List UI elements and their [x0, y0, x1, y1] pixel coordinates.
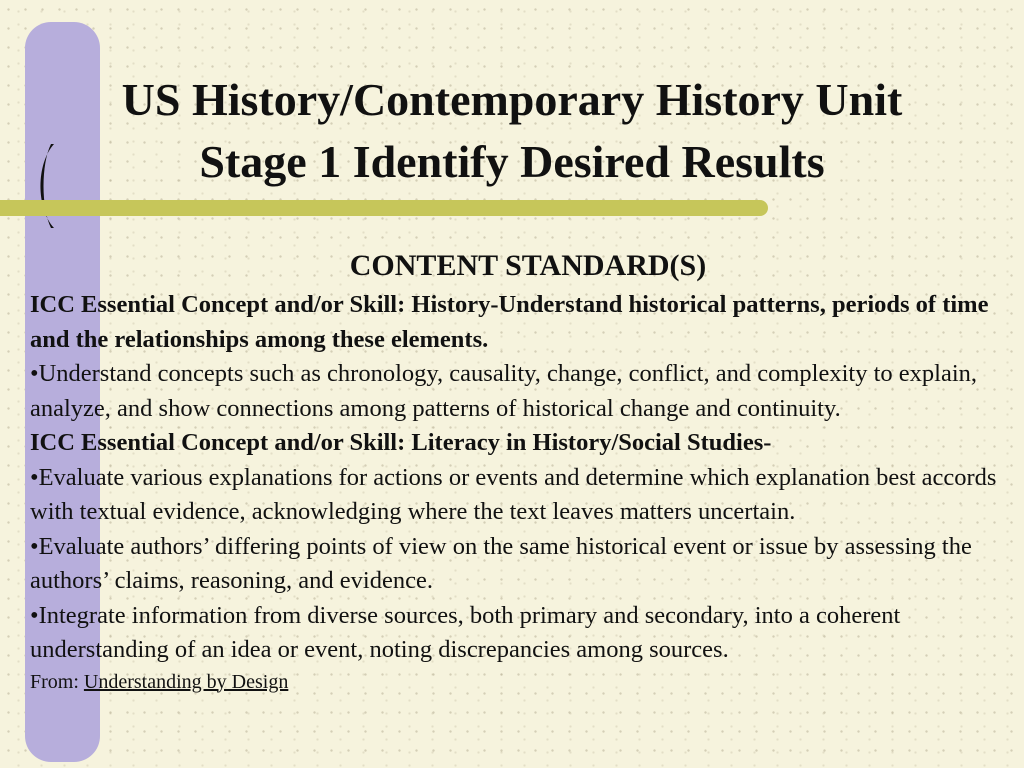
content-body: [30, 288, 1010, 696]
bullet-integrate-sources: •Integrate information from diverse sources, both primary and secondary, into a coherent understanding of an idea or event, noting discrepancies among sources.: [30, 601, 901, 663]
section-heading: CONTENT STANDARD(S): [349, 249, 707, 282]
title-divider: [0, 200, 768, 216]
slide-title: US History/Contemporary History Unit: [121, 74, 903, 125]
bullet-explanations: •Evaluate various explanations for actions or events and determine which explanation best accords with textual evidence, acknowledging where the text leaves matters uncertain.: [30, 463, 997, 525]
bullet-chronology: •Understand concepts such as chronology, causality, change, conflict, and complexity to explain, analyze, and show connections among patterns of historical change and continuity.: [30, 360, 978, 422]
source-prefix: From:: [30, 670, 79, 693]
slide-subtitle: Stage 1 Identify Desired Results: [199, 136, 825, 187]
standard-history: ICC Essential Concept and/or Skill: History-Understand historical patterns, periods of time and the relationships among these elements.: [30, 291, 989, 353]
standard-literacy: ICC Essential Concept and/or Skill: Literacy in History/Social Studies-: [30, 429, 772, 456]
source-link[interactable]: Understanding by Design: [83, 670, 289, 693]
source-citation: [30, 668, 1010, 696]
bullet-points-of-view: •Evaluate authors’ differing points of view on the same historical event or issue by assessing the authors’ claims, reasoning, and evidence.: [30, 532, 972, 594]
